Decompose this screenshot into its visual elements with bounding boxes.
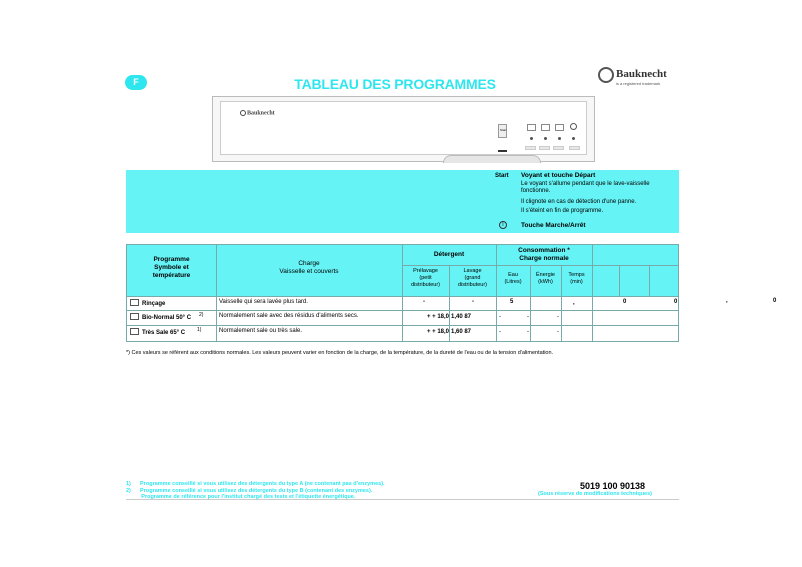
program-name: Bio-Normal 50° C	[142, 315, 192, 321]
wash-value: 1,40 87	[451, 314, 472, 320]
page-title: TABLEAU DES PROGRAMMES	[294, 76, 496, 92]
wash-value: -	[472, 299, 474, 305]
extra-value: 0	[773, 298, 777, 304]
header-line: Eau	[508, 272, 518, 278]
detergent-column-header: Détergent	[433, 251, 465, 258]
footnote-line: Programme de référence pour l'institut chargé des tests et l'étiquette énergétique.	[126, 494, 356, 500]
start-info-line: fonctionne.	[521, 188, 551, 194]
header-line: Programme	[153, 256, 190, 263]
energy-value: -	[527, 329, 529, 335]
power-icon	[570, 123, 577, 130]
rinse-program-icon	[527, 124, 536, 131]
start-info-line: Il clignote en cas de détection d'une panne.	[521, 199, 637, 205]
start-label: Start	[495, 173, 509, 179]
time-value: -	[557, 329, 559, 335]
header-line: (min)	[570, 279, 583, 285]
bottom-divider	[126, 499, 679, 500]
water-column-header	[496, 272, 530, 286]
brand-tagline: is a registered trademark	[616, 81, 661, 86]
footnote-line: 2) Programme conseillé si vous utilisez des détergents du type B (contenant des enzymes).	[126, 487, 373, 494]
header-line: Énergie	[536, 272, 555, 278]
prewash-value: + + 18,0	[427, 329, 450, 335]
bio-normal-program-icon	[541, 124, 550, 131]
panel-start-text: Start	[500, 128, 507, 132]
bio-normal-led	[544, 137, 547, 140]
prewash-value: -	[423, 299, 425, 305]
power-icon: I	[499, 221, 507, 229]
header-line: (Litres)	[504, 279, 522, 285]
footnote-ref: 2)	[199, 312, 204, 318]
header-line: (grand	[464, 275, 481, 281]
brand-logo	[598, 66, 678, 92]
brand-emblem-icon	[598, 67, 614, 83]
consumption-footnote: *) Ces valeurs se réfèrent aux conditions normales. Les valeurs peuvent varier en fonction de la charge, de la température, de la dureté de l'eau ou de la tension d'alimentation.	[126, 350, 554, 356]
program-table	[126, 244, 679, 342]
row-divider	[127, 296, 678, 297]
header-line: distributeur)	[457, 282, 488, 288]
start-info-line: Le voyant s'allume pendant que le lave-vaisselle	[521, 181, 650, 187]
header-line: Prélavage	[413, 268, 438, 274]
bio-normal-program-button	[539, 146, 550, 150]
footnote-ref: 1)	[197, 327, 202, 333]
panel-brand-text: Bauknecht	[247, 110, 275, 117]
consumption-column-header	[496, 247, 592, 263]
power-label: Touche Marche/Arrêt	[521, 222, 586, 229]
very-dirty-program-button	[553, 146, 564, 150]
very-dirty-program-icon	[555, 124, 564, 131]
very-dirty-program-icon	[130, 328, 139, 335]
extra-value: ,	[726, 298, 728, 304]
program-name: Très Sale 65° C	[142, 330, 186, 336]
energy-value: -	[527, 314, 529, 320]
control-panel-illustration	[212, 96, 595, 162]
water-value: -	[499, 314, 501, 320]
header-line: Vaisselle et couverts	[279, 268, 339, 275]
language-badge: F	[125, 75, 147, 90]
footnote-line: 1) Programme conseillé si vous utilisez des détergents du type A (ne contenant pas d'enzymes).	[126, 481, 385, 487]
prewash-column-header	[402, 268, 449, 289]
header-line: (kWh)	[538, 279, 553, 285]
header-line: Symbole et	[154, 264, 189, 271]
header-line: température	[152, 272, 191, 279]
header-line: Lavage	[463, 268, 482, 274]
header-line: (petit	[419, 275, 432, 281]
brand-name: Bauknecht	[616, 68, 667, 80]
extra-value: 0	[674, 299, 678, 305]
info-band	[126, 170, 679, 233]
time-column-header	[561, 272, 592, 286]
row-divider	[127, 325, 678, 326]
extra-value: 0	[623, 299, 627, 305]
wash-value: 1,60 87	[451, 329, 472, 335]
program-footnotes	[126, 481, 385, 501]
prewash-value: + + 18,0	[427, 314, 450, 320]
energy-value: ,	[573, 300, 575, 306]
load-column-header	[216, 260, 402, 276]
program-column-header	[127, 256, 216, 280]
water-value: -	[499, 329, 501, 335]
bio-normal-program-icon	[130, 313, 139, 320]
very-dirty-led	[558, 137, 561, 140]
power-button	[569, 146, 580, 150]
column-divider	[402, 245, 403, 341]
column-divider	[592, 245, 593, 341]
row-divider	[127, 310, 678, 311]
rinse-led	[530, 137, 533, 140]
water-value: 5	[510, 299, 514, 305]
rinse-program-icon	[130, 299, 139, 306]
load-description: Normalement sale avec des résidus d'aliments secs.	[219, 313, 359, 319]
load-description: Normalement sale ou très sale.	[219, 328, 303, 334]
energy-column-header	[530, 272, 561, 286]
power-led	[572, 137, 575, 140]
panel-start-button	[498, 124, 507, 138]
rinse-program-button	[525, 146, 536, 150]
document-number: 5019 100 90138	[580, 481, 646, 491]
panel-start-indicator	[498, 150, 507, 152]
column-divider	[619, 265, 620, 296]
start-info-title: Voyant et touche Départ	[521, 172, 596, 179]
row-divider	[402, 265, 678, 266]
technical-changes-note: (Sous réserve de modifications techniques)	[538, 491, 653, 497]
door-handle	[443, 155, 541, 163]
panel-brand	[240, 110, 275, 116]
load-description: Vaisselle qui sera lavée plus tard.	[219, 299, 308, 305]
program-name: Rinçage	[142, 301, 166, 307]
start-info-line: Il s'éteint en fin de programme.	[521, 208, 604, 214]
header-line: distributeur)	[410, 282, 441, 288]
header-line: Charge normale	[519, 255, 569, 262]
control-panel-face	[220, 101, 587, 155]
column-divider	[649, 265, 650, 296]
wash-column-header	[449, 268, 496, 289]
header-line: Temps	[568, 272, 585, 278]
panel-brand-emblem-icon	[240, 110, 246, 116]
header-line: Consommation *	[518, 247, 570, 254]
header-line: Charge	[298, 260, 320, 267]
time-value: -	[557, 314, 559, 320]
